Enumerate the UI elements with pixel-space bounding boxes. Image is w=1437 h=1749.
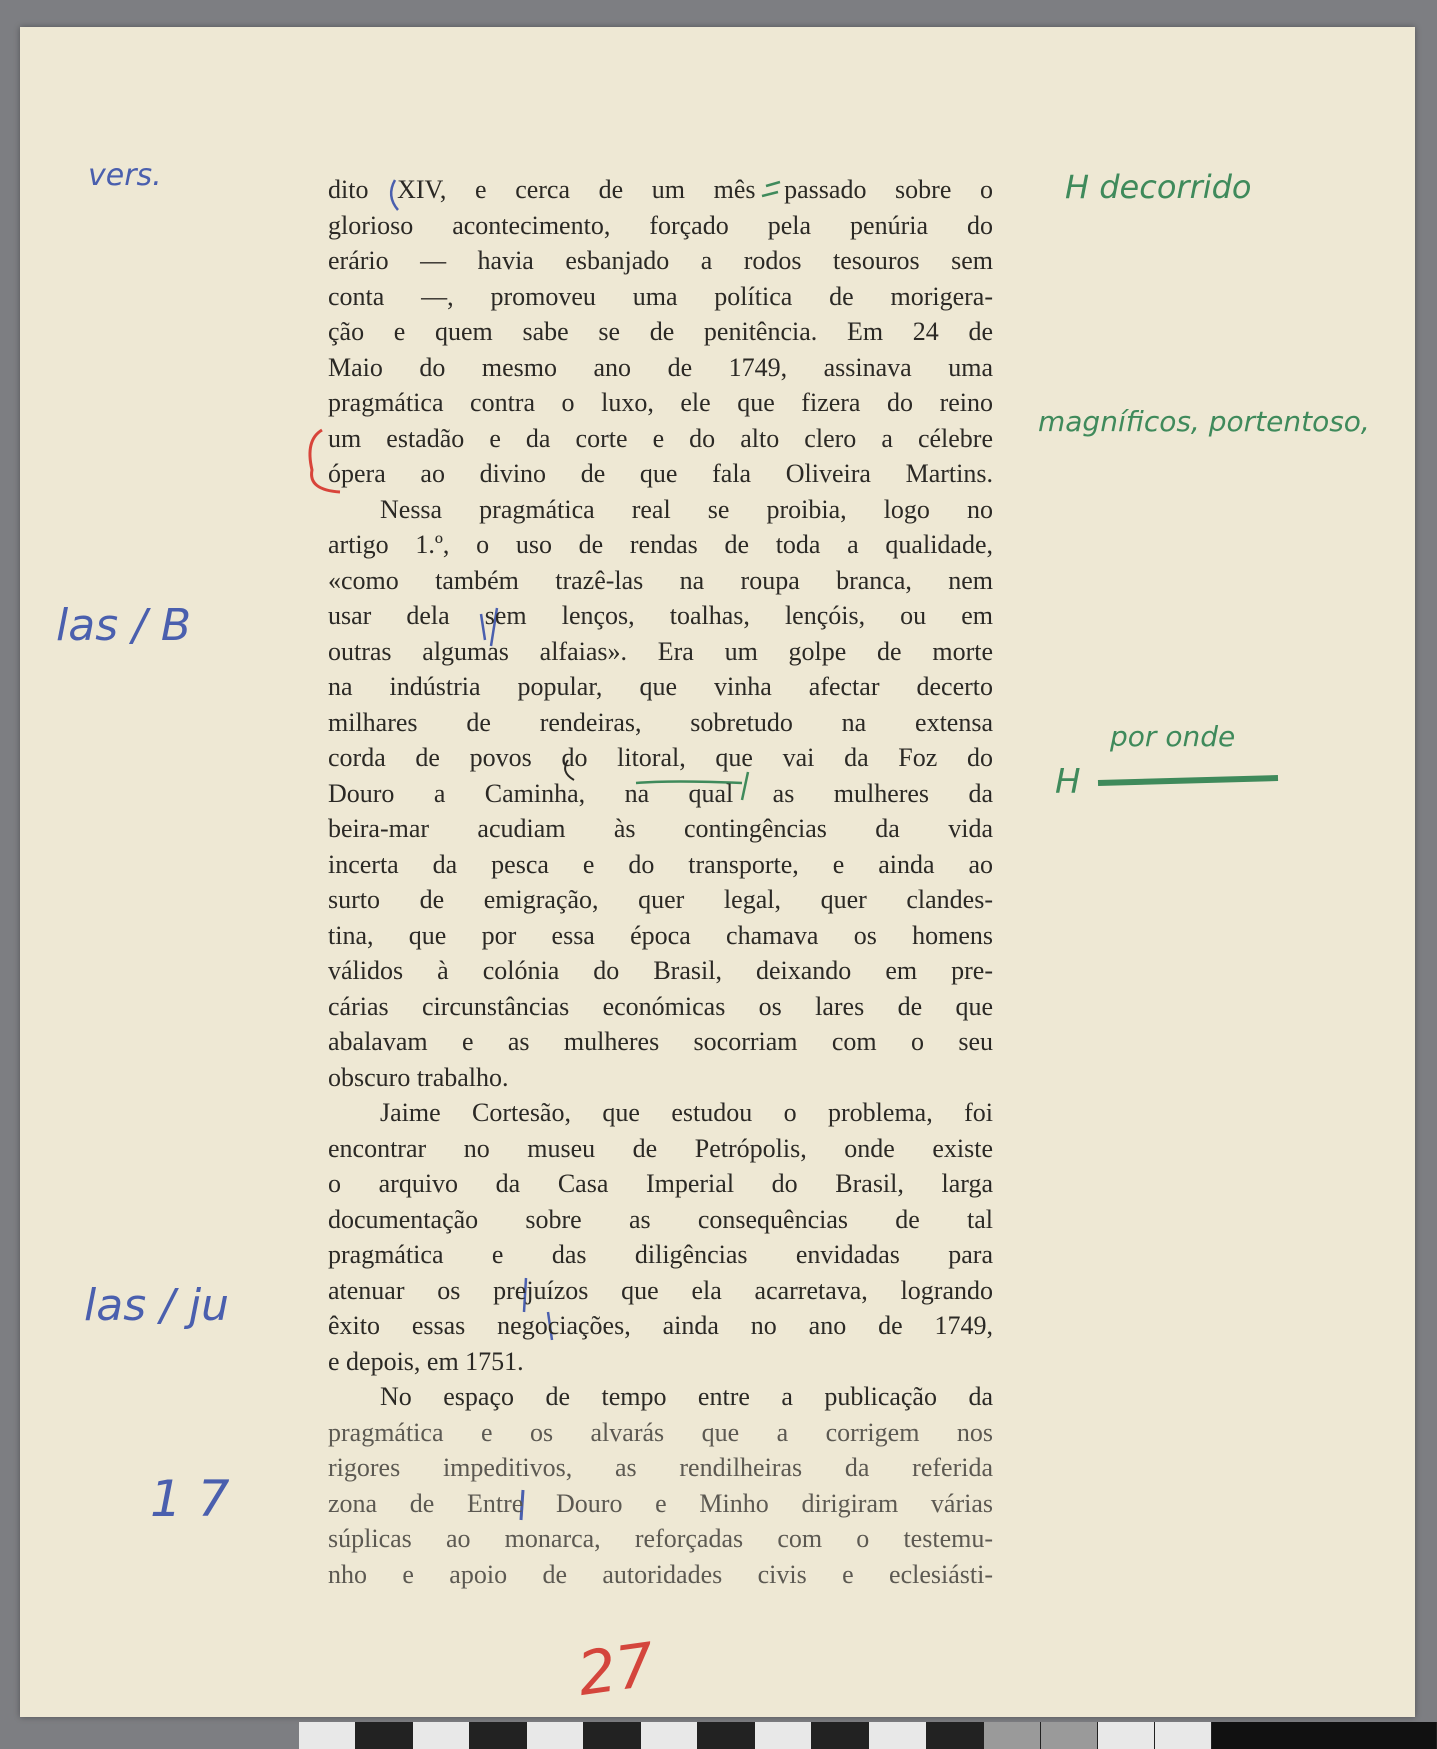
note-vers: vers.: [88, 158, 162, 193]
text-line: Maio do mesmo ano de 1749, assinava uma: [328, 352, 993, 382]
text-line: cárias circunstâncias económicas os lares de que: [328, 991, 993, 1021]
text-line: pragmática e os alvarás que a corrigem nos: [328, 1417, 993, 1447]
note-number: 1 7: [150, 1470, 230, 1528]
text-line: abalavam e as mulheres socorriam com o seu: [328, 1027, 993, 1056]
text-line: pragmática contra o luxo, ele que fizera do reino: [328, 388, 993, 417]
text-line: encontrar no museu de Petrópolis, onde existe: [328, 1133, 993, 1163]
note-las-ju: las / ju: [84, 1280, 230, 1331]
text-line: na indústria popular, que vinha afectar decerto: [328, 672, 993, 701]
text-line: glorioso acontecimento, forçado pela penúria do: [328, 210, 993, 240]
text-line: erário — havia esbanjado a rodos tesouros sem: [328, 246, 993, 275]
text-line: beira-mar acudiam às contingências da vida: [328, 814, 993, 843]
text-line: Douro a Caminha, na qual as mulheres da: [328, 778, 993, 808]
text-line: outras algumas alfaias». Era um golpe de morte: [328, 636, 993, 666]
text-line: ópera ao divino de que fala Oliveira Martins.: [328, 459, 993, 488]
text-line: nho e apoio de autoridades civis e eclesiásti-: [328, 1559, 993, 1589]
text-line: obscuro trabalho.: [328, 1062, 509, 1092]
folio-number: 27: [573, 1630, 659, 1710]
text-line: surto de emigração, quer legal, quer clandes-: [328, 885, 993, 914]
text-line: Nessa pragmática real se proibia, logo no: [380, 494, 993, 524]
text-line: êxito essas negociações, ainda no ano de 1749,: [328, 1311, 993, 1340]
note-las-b: las / B: [56, 600, 192, 651]
text-line: No espaço de tempo entre a publicação da: [380, 1382, 993, 1411]
text-line: corda de povos do litoral, que vai da Foz do: [328, 743, 993, 772]
text-line: zona de Entre Douro e Minho dirigiram várias: [328, 1488, 993, 1518]
text-line: atenuar os prejuízos que ela acarretava, logrando: [328, 1275, 993, 1305]
note-por-onde: por onde: [1110, 720, 1236, 753]
text-line: um estadão e da corte e do alto clero a célebre: [328, 423, 993, 453]
text-line: e depois, em 1751.: [328, 1346, 524, 1376]
text-line: Jaime Cortesão, que estudou o problema, foi: [380, 1098, 993, 1127]
text-line: pragmática e das diligências envidadas para: [328, 1240, 993, 1269]
note-hash: H: [1055, 762, 1081, 802]
note-magnificos: magníficos, portentoso,: [1038, 405, 1370, 438]
text-line: conta —, promoveu uma política de morigera-: [328, 281, 993, 311]
green-strike-right: [1098, 778, 1278, 783]
scale-bar: [299, 1722, 1437, 1749]
text-line: o arquivo da Casa Imperial do Brasil, larga: [328, 1169, 993, 1198]
body-text: [328, 172, 993, 1592]
note-decorrido: H decorrido: [1065, 168, 1252, 206]
text-line: usar dela sem lenços, toalhas, lençóis, ou em: [328, 601, 993, 630]
text-line: súplicas ao monarca, reforçadas com o testemu-: [328, 1524, 993, 1553]
text-line: rigores impeditivos, as rendilheiras da referida: [328, 1453, 993, 1482]
text-line: incerta da pesca e do transporte, e ainda ao: [328, 849, 993, 879]
text-line: milhares de rendeiras, sobretudo na extensa: [328, 707, 993, 737]
text-line: documentação sobre as consequências de tal: [328, 1204, 993, 1234]
text-line: tina, que por essa época chamava os homens: [328, 920, 993, 950]
text-line: dito XIV, e cerca de um mês passado sobre o: [328, 175, 993, 204]
text-line: válidos à colónia do Brasil, deixando em pre-: [328, 956, 993, 985]
text-line: «como também trazê-las na roupa branca, nem: [328, 565, 993, 595]
text-line: artigo 1.º, o uso de rendas de toda a qualidade,: [328, 530, 993, 559]
text-line: ção e quem sabe se de penitência. Em 24 de: [328, 317, 993, 346]
